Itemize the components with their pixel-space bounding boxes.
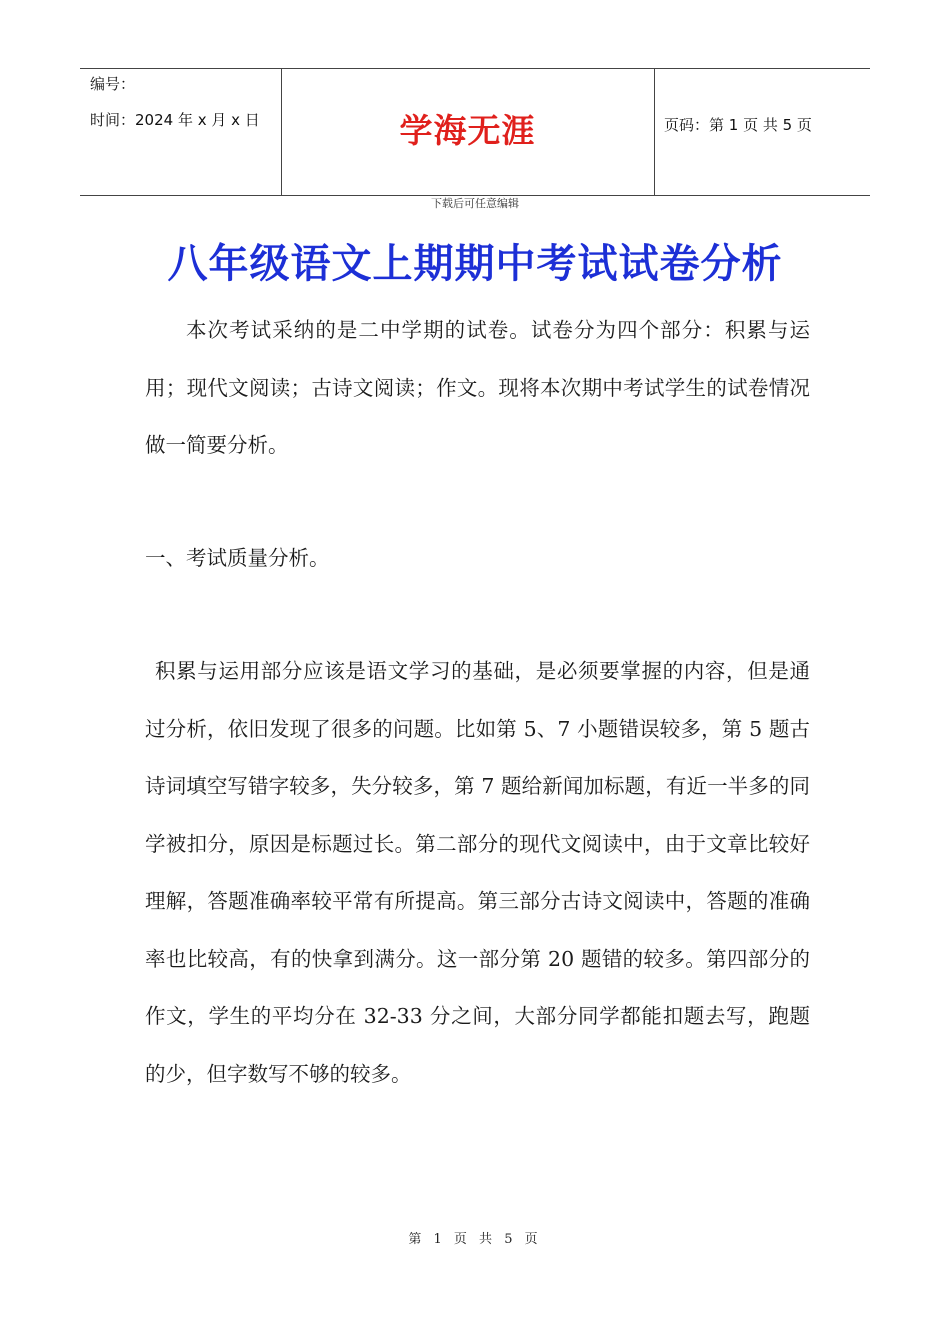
number-label: 编号： bbox=[90, 75, 136, 93]
date-label: 时间：2024 年 x 月 x 日 bbox=[90, 111, 260, 129]
page-label: 页码：第 1 页 共 5 页 bbox=[664, 116, 812, 134]
section-heading: 一、考试质量分析。 bbox=[145, 546, 330, 570]
section-paragraph: 积累与运用部分应该是语文学习的基础，是必须要掌握的内容，但是通过分析，依旧发现了很多的问题。比如第 5、7 小题错误较多，第 5 题古诗词填空写错字较多，失分较多，第 7 题给新闻加标题，有近一半多的同学被扣分，原因是标题过长。第二部分的现代文阅读中，由于文章比较好理解，答题准确率较平常有所提高。第三部分古诗文阅读中，答题的准确率也比较高，有的快拿到满分。这一部分第 20 题错的较多。第四部分的作文，学生的平均分在 32-33 分之间，大部分同学都能扣题去写，跑题的少，但字数写不够的较多。 bbox=[145, 659, 810, 1086]
header-table bbox=[80, 68, 870, 196]
page-footer: 第 1 页 共 5 页 bbox=[408, 1232, 542, 1247]
intro-paragraph: 本次考试采纳的是二中学期的试卷。试卷分为四个部分：积累与运用；现代文阅读；古诗文阅读；作文。现将本次期中考试学生的试卷情况做一简要分析。 bbox=[145, 318, 810, 457]
document-title: 八年级语文上期期中考试试卷分析 bbox=[167, 241, 783, 287]
brand-logo-text: 学海无涯 bbox=[399, 111, 536, 150]
edit-note: 下载后可任意编辑 bbox=[431, 197, 519, 210]
header-divider bbox=[654, 69, 655, 195]
